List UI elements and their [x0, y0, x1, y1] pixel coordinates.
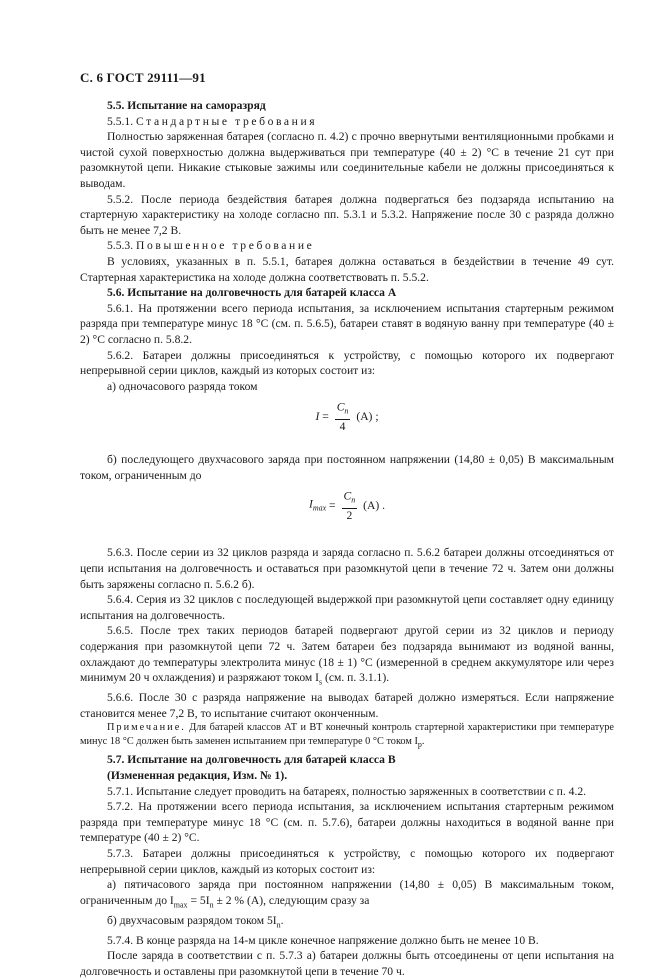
formula-lhs: $I_{max}$: [308, 497, 327, 513]
section-heading-5-5: 5.5. Испытание на саморазряд: [107, 99, 266, 112]
spaced-subheading: Повышенное требование: [136, 239, 315, 253]
section-heading-5-6: 5.6. Испытание на долговечность для батарей класса А: [107, 286, 397, 300]
clause-5-7-1: 5.7.1. Испытание следует проводить на батареях, полностью заряженных в соответствии с п. 4.2.: [107, 784, 587, 798]
clause-5-5-3-text: В условиях, указанных в п. 5.5.1, батарея должна оставаться в бездействии в течение 49 сут. Стартерная характеристика на холоде должна соответствовать п. 5.5.2.: [80, 254, 614, 284]
list-item-5-7-3-b: б) двухчасовым разрядом током $5I_n$.: [107, 913, 284, 929]
formula-unit: (А) ;: [356, 410, 379, 424]
clause-5-6-6: 5.6.6. После 30 с разряда напряжение на выводах батарей должно измеряться. Если напряжение становится менее 7,2 В, то испытание считают оконченным.: [80, 691, 614, 720]
formula-unit: (А) .: [363, 499, 386, 513]
clause-5-6-5: 5.6.5. После трех таких периодов батарей подвергают другой серии из 32 циклов и периоду содержания при разомкнутой цепи 72 ч. Затем батареи без подзаряда вынимают из водяной ванны, охлаждают до температуры электролита минус (18 ± 1) °С (измеренной в среднем аккумуляторе или через минимум 20 ч охлаждения) и разряжают током $I_s$ (см. п. 3.1.1).: [80, 624, 614, 687]
note: Примечание. Для батарей классов АТ и ВТ конечный контроль стартерной характеристики при температуре минус 18 °С должен быть заменен испытанием при температуре 0 °С током $I_p$.: [80, 722, 614, 750]
clause-5-7-4-cont: После заряда в соответствии с п. 5.7.3 а) батареи должны быть отсоединены от цепи испытания на долговечность и оставлены при разомкнутой цепи в течение 70 ч.: [80, 949, 614, 978]
formula-fraction: [335, 400, 351, 433]
formula-eq: =: [322, 410, 329, 424]
fraction-denominator: 2: [346, 508, 353, 522]
clause-5-6-4: 5.6.4. Серия из 32 циклов с последующей выдержкой при разомкнутой цепи составляет одну единицу испытания на долговечность.: [80, 593, 614, 622]
formula-fraction: [342, 489, 358, 522]
fraction-denominator: 4: [339, 419, 346, 433]
spaced-subheading: Стандартные требования: [136, 114, 318, 128]
clause-5-5-1-title: [80, 114, 614, 130]
clause-5-5-2: 5.5.2. После периода бездействия батарея должна подвергаться без подзаряда испытанию на стартерную характеристику на холоде согласно пп. 5.3.1 и 5.3.2. Напряжение после 30 с разряда должно быть не менее 7,2 В.: [80, 192, 614, 237]
clause-5-5-3-title: [80, 238, 614, 254]
section-heading-5-7: 5.7. Испытание на долговечность для батарей класса В: [107, 753, 396, 767]
list-item-a: а) одночасового разряда током: [107, 379, 258, 393]
clause-number: 5.5.3.: [107, 239, 134, 253]
clause-5-6-3: 5.6.3. После серии из 32 циклов разряда и заряда согласно п. 5.6.2 батареи должны отсоединяться от цепи испытания на долговечность и оставаться при разомкнутой цепи в течение 72 ч. Затем они должны быть заряжены согласно п. 5.6.2 б).: [80, 546, 614, 591]
formula-discharge-current: [80, 400, 614, 436]
clause-5-7-3: 5.7.3. Батареи должны присоединяться к устройству, с помощью которого их подвергают непрерывной серии циклов, каждый из которых состоит из:: [80, 846, 614, 876]
edition-note: (Измененная редакция, Изм. № 1).: [107, 768, 288, 782]
fraction-numerator: $C_n$: [335, 400, 351, 419]
clause-5-6-2: 5.6.2. Батареи должны присоединяться к устройству, с помощью которого их подвергают непрерывной серии циклов, каждый из которых состоит из:: [80, 348, 614, 378]
page-header: С. 6 ГОСТ 29111—91: [80, 70, 206, 85]
formula-max-current: [80, 489, 614, 525]
formula-lhs: I: [315, 410, 320, 424]
list-item-b: б) последующего двухчасового заряда при постоянном напряжении (14,80 ± 0,05) В максимальным током, ограниченным до: [80, 453, 614, 482]
document-body: [80, 98, 614, 979]
clause-5-6-1: 5.6.1. На протяжении всего периода испытания, за исключением испытания стартерным режимом разряда при температуре минус 18 °С (см. п. 5.6.5), батареи ставят в водяную ванну при температуре (40 ± 2) °С согласно п. 5.8.2.: [80, 301, 614, 346]
fraction-numerator: $C_n$: [342, 489, 358, 508]
note-label: Примечание.: [107, 722, 186, 734]
clause-number: 5.5.1.: [107, 114, 134, 128]
clause-5-7-2: 5.7.2. На протяжении всего периода испытания, за исключением испытания стартерным режимом разряда при температуре минус 18 °С (см. п. 5.7.6), батареи должны находиться в водяной ванне при температуре (40 ± 2) °С.: [80, 800, 614, 845]
clause-5-7-4: 5.7.4. В конце разряда на 14-м цикле конечное напряжение должно быть не менее 10 В.: [107, 933, 539, 947]
list-item-5-7-3-a: а) пятичасового заряда при постоянном напряжении (14,80 ± 0,05) В максимальным током, ограниченным до $I_{max} = 5I_n \pm 2$ % (А), следующим сразу за: [80, 878, 614, 910]
formula-eq: =: [329, 499, 336, 513]
clause-5-5-1-text: Полностью заряженная батарея (согласно п. 4.2) с прочно ввернутыми вентиляционными пробками и чистой сухой поверхностью должна выдерживаться при температуре (40 ± 2) °С в течение 21 сут при разомкнутой цепи. Никакие стыковые зажимы или соединительные кабели не должны присоединяться к выводам.: [80, 130, 614, 190]
